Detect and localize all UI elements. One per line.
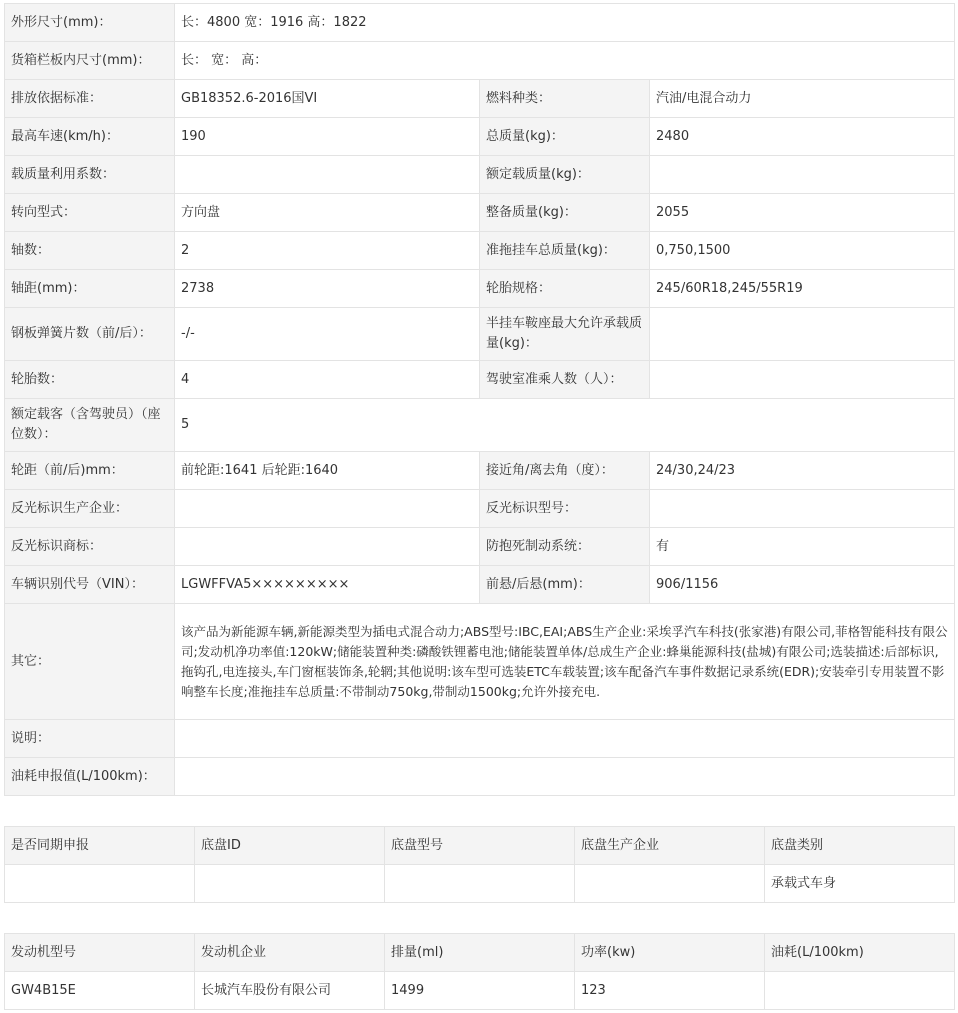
fuel-consumption-value (175, 758, 955, 796)
overall-size-value: 长：4800 宽：1916 高：1822 (175, 4, 955, 42)
wheelbase-value: 2738 (175, 270, 480, 308)
column-header: 底盘生产企业 (575, 827, 765, 865)
table-cell: 1499 (385, 972, 575, 1010)
axles-label: 轴数： (5, 232, 175, 270)
table-cell: 123 (575, 972, 765, 1010)
other-value: 该产品为新能源车辆,新能源类型为插电式混合动力;ABS型号:IBC,EAI;ABS生产企业:采埃孚汽车科技(张家港)有限公司,菲格智能科技有限公司;发动机净功率值:120kW;储能装置种类:磷酸铁锂蓄电池;储能装置单体/总成生产企业:蜂巢能源科技(盐城)有限公司;选装描述:后部标识,拖钩孔,电连接头,车门窗框装饰条,轮辋;其他说明:该车型可选装ETC车载装置;该车配备汽车事件数据记录系统(EDR);安装牵引专用装置不影响整车长度;准拖挂车总质量:不带制动750kg,带制动1500kg;允许外接充电. (175, 604, 955, 720)
column-header: 油耗(L/100km) (765, 934, 955, 972)
tire-count-value: 4 (175, 361, 480, 399)
load-util-value (175, 156, 480, 194)
tire-spec-value: 245/60R18,245/55R19 (650, 270, 955, 308)
table-row (5, 865, 955, 903)
cab-seats-label: 驾驶室准乘人数（人）： (480, 361, 650, 399)
table-cell (195, 865, 385, 903)
overall-size-label: 外形尺寸(mm)： (5, 4, 175, 42)
reflector-maker-value (175, 490, 480, 528)
angles-label: 接近角/离去角（度）： (480, 452, 650, 490)
fuel-type-value: 汽油/电混合动力 (650, 80, 955, 118)
vehicle-spec-table (4, 3, 955, 796)
emission-std-label: 排放依据标准： (5, 80, 175, 118)
emission-std-value: GB18352.6-2016国VI (175, 80, 480, 118)
trailer-mass-label: 准拖挂车总质量(kg)： (480, 232, 650, 270)
table-cell (765, 972, 955, 1010)
reflector-model-label: 反光标识型号： (480, 490, 650, 528)
cargo-inner-size-value: 长： 宽： 高： (175, 42, 955, 80)
column-header: 底盘类别 (765, 827, 955, 865)
curb-mass-value: 2055 (650, 194, 955, 232)
load-util-label: 载质量利用系数： (5, 156, 175, 194)
tire-count-label: 轮胎数： (5, 361, 175, 399)
note-label: 说明： (5, 720, 175, 758)
track-value: 前轮距:1641 后轮距:1640 (175, 452, 480, 490)
column-header: 是否同期申报 (5, 827, 195, 865)
overhang-label: 前悬/后悬(mm)： (480, 566, 650, 604)
rated-load-value (650, 156, 955, 194)
column-header: 底盘型号 (385, 827, 575, 865)
abs-value: 有 (650, 528, 955, 566)
column-header: 底盘ID (195, 827, 385, 865)
steering-value: 方向盘 (175, 194, 480, 232)
fuel-consumption-label: 油耗申报值(L/100km)： (5, 758, 175, 796)
column-header: 排量(ml) (385, 934, 575, 972)
rated-load-label: 额定载质量(kg)： (480, 156, 650, 194)
passengers-value: 5 (175, 399, 955, 452)
vin-label: 车辆识别代号（VIN）： (5, 566, 175, 604)
passengers-label: 额定载客（含驾驶员）（座位数）： (5, 399, 175, 452)
reflector-brand-value (175, 528, 480, 566)
reflector-maker-label: 反光标识生产企业： (5, 490, 175, 528)
total-mass-label: 总质量(kg)： (480, 118, 650, 156)
table-cell (5, 865, 195, 903)
table-cell: GW4B15E (5, 972, 195, 1010)
tire-spec-label: 轮胎规格： (480, 270, 650, 308)
reflector-model-value (650, 490, 955, 528)
steering-label: 转向型式： (5, 194, 175, 232)
saddle-load-value (650, 308, 955, 361)
leaf-spring-value: -/- (175, 308, 480, 361)
max-speed-value: 190 (175, 118, 480, 156)
table-header-row (5, 827, 955, 865)
curb-mass-label: 整备质量(kg)： (480, 194, 650, 232)
reflector-brand-label: 反光标识商标： (5, 528, 175, 566)
cargo-inner-size-label: 货箱栏板内尺寸(mm)： (5, 42, 175, 80)
table-cell: 长城汽车股份有限公司 (195, 972, 385, 1010)
angles-value: 24/30,24/23 (650, 452, 955, 490)
column-header: 发动机型号 (5, 934, 195, 972)
trailer-mass-value: 0,750,1500 (650, 232, 955, 270)
chassis-table (4, 826, 955, 903)
table-header-row (5, 934, 955, 972)
wheelbase-label: 轴距(mm)： (5, 270, 175, 308)
vin-value: LGWFFVA5××××××××× (175, 566, 480, 604)
table-row (5, 972, 955, 1010)
column-header: 功率(kw) (575, 934, 765, 972)
table-cell: 承载式车身 (765, 865, 955, 903)
track-label: 轮距（前/后)mm： (5, 452, 175, 490)
note-value (175, 720, 955, 758)
table-cell (575, 865, 765, 903)
overhang-value: 906/1156 (650, 566, 955, 604)
table-cell (385, 865, 575, 903)
other-label: 其它： (5, 604, 175, 720)
abs-label: 防抱死制动系统： (480, 528, 650, 566)
saddle-load-label: 半挂车鞍座最大允许承载质量(kg)： (480, 308, 650, 361)
max-speed-label: 最高车速(km/h)： (5, 118, 175, 156)
axles-value: 2 (175, 232, 480, 270)
fuel-type-label: 燃料种类： (480, 80, 650, 118)
engine-table (4, 933, 955, 1010)
leaf-spring-label: 钢板弹簧片数（前/后）： (5, 308, 175, 361)
total-mass-value: 2480 (650, 118, 955, 156)
cab-seats-value (650, 361, 955, 399)
column-header: 发动机企业 (195, 934, 385, 972)
